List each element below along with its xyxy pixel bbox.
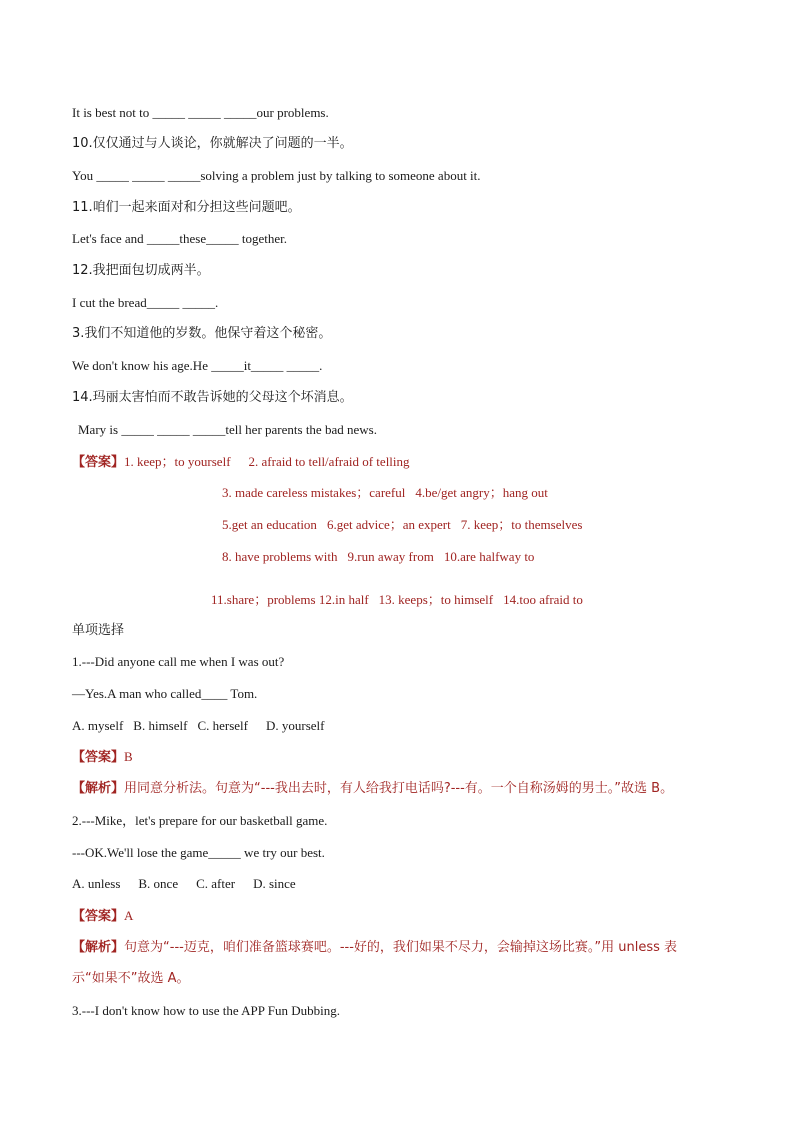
question-2-line-2: ---OK.We'll lose the game_____ we try our best.	[72, 845, 325, 860]
answer-row-1	[72, 453, 410, 472]
answer-item: 11.share；problems 12.in half	[211, 592, 369, 607]
analysis-text: 用同意分析法。句意为“---我出去时，有人给我打电话吗?---有。一个自称汤姆的男士。”故选 B。	[124, 781, 674, 796]
section-title: 单项选择	[72, 623, 125, 638]
q10-english-line: You _____ _____ _____solving a problem just by talking to someone about it.	[72, 168, 481, 183]
q14-chinese-line: 14.玛丽太害怕而不敢告诉她的父母这个坏消息。	[72, 390, 353, 405]
question-2-line-1: 2.---Mike，let's prepare for our basketball game.	[72, 813, 328, 828]
answer-item: 5.get an education	[222, 517, 317, 532]
answer-row-2	[222, 484, 548, 502]
analysis-tag: 【解析】	[72, 940, 125, 955]
answer-item: 6.get advice；an expert	[326, 517, 451, 532]
question-1-line-2: —Yes.A man who called____ Tom.	[72, 686, 258, 701]
q13-english-line: We don't know his age.He _____it_____ _____.	[72, 358, 323, 373]
question-1-answer	[72, 748, 133, 767]
q12-english-line: I cut the bread_____ _____.	[72, 295, 219, 310]
option-c: C. herself	[197, 718, 248, 733]
option-b: B. once	[138, 876, 179, 891]
q13-chinese-line: 3.我们不知道他的岁数。他保守着这个秘密。	[72, 326, 332, 341]
q14-english-line: Mary is _____ _____ _____tell her parents the bad news.	[78, 422, 377, 437]
q10-chinese-line: 10.仅仅通过与人谈论，你就解决了问题的一半。	[72, 136, 353, 151]
option-d: D. yourself	[266, 718, 325, 733]
answer-item: 8. have problems with	[222, 549, 338, 564]
option-d: D. since	[253, 876, 296, 891]
question-2-analysis	[72, 939, 677, 957]
answer-item: 4.be/get angry；hang out	[415, 485, 548, 500]
answer-row-5	[211, 591, 583, 609]
answer-tag: 【答案】	[72, 455, 125, 470]
answer-item: 1. keep；to yourself	[124, 454, 231, 469]
question-1-options	[72, 717, 325, 735]
question-2-answer	[72, 907, 133, 926]
answer-row-4	[222, 548, 534, 566]
question-2-analysis-cont: 示“如果不”故选 A。	[72, 971, 190, 986]
answer-item: 10.are halfway to	[443, 549, 535, 564]
answer-item: 2. afraid to tell/afraid of telling	[248, 454, 410, 469]
analysis-text: 句意为“---迈克，咱们准备篮球赛吧。---好的，我们如果不尽力，会输掉这场比赛。”用 unless 表	[124, 940, 678, 955]
q12-chinese-line: 12.我把面包切成两半。	[72, 263, 210, 278]
answer-row-3	[222, 516, 582, 534]
answer-item: 9.run away from	[347, 549, 434, 564]
answer-item: 7. keep；to themselves	[460, 517, 583, 532]
question-2-options	[72, 875, 296, 893]
q9-english-line: It is best not to _____ _____ _____our problems.	[72, 105, 329, 120]
answer-item: 3. made careless mistakes；careful	[222, 485, 406, 500]
answer-value: A	[124, 908, 134, 923]
analysis-tag: 【解析】	[72, 781, 125, 796]
question-1-line-1: 1.---Did anyone call me when I was out?	[72, 654, 285, 669]
answer-tag: 【答案】	[72, 909, 125, 924]
question-1-analysis	[72, 780, 673, 798]
answer-item: 13. keeps；to himself	[378, 592, 494, 607]
answer-tag: 【答案】	[72, 750, 125, 765]
answer-value: B	[124, 749, 133, 764]
q11-english-line: Let's face and _____these_____ together.	[72, 231, 287, 246]
option-b: B. himself	[133, 718, 188, 733]
answer-item: 14.too afraid to	[503, 592, 583, 607]
option-a: A. myself	[72, 718, 124, 733]
question-3-line-1: 3.---I don't know how to use the APP Fun Dubbing.	[72, 1003, 340, 1018]
option-a: A. unless	[72, 876, 121, 891]
option-c: C. after	[196, 876, 236, 891]
q11-chinese-line: 11.咱们一起来面对和分担这些问题吧。	[72, 200, 301, 215]
